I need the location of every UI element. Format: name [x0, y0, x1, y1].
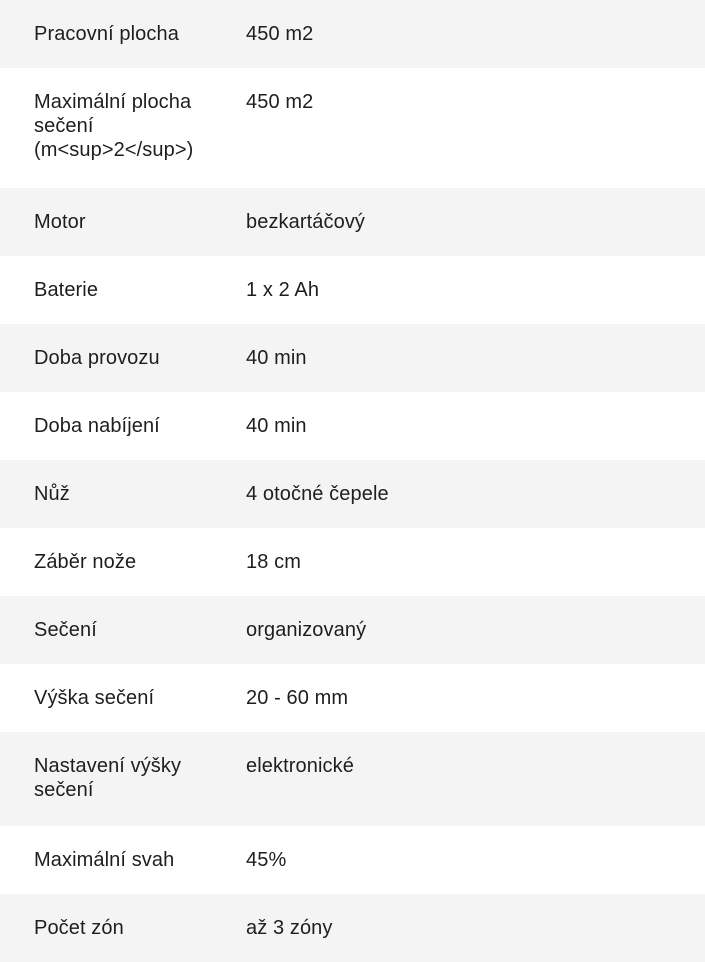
spec-value: 20 - 60 mm — [246, 687, 349, 709]
spec-value: 1 x 2 Ah — [246, 279, 320, 301]
spec-label: Doba provozu — [34, 347, 160, 369]
spec-row-cutting-height — [0, 664, 705, 732]
spec-row-mowing — [0, 596, 705, 664]
spec-label: Pracovní plocha — [34, 23, 179, 45]
spec-label: Záběr nože — [34, 551, 137, 573]
spec-value: elektronické — [246, 755, 354, 777]
spec-row-zone-count — [0, 894, 705, 962]
spec-label: Nastavení výšky sečení — [34, 755, 182, 801]
spec-value: 450 m2 — [246, 23, 314, 45]
spec-value: bezkartáčový — [246, 211, 366, 233]
spec-row-battery — [0, 256, 705, 324]
spec-value: až 3 zóny — [246, 917, 333, 939]
spec-value: 18 cm — [246, 551, 301, 573]
spec-row-max-mowing-area — [0, 68, 705, 188]
spec-label: Výška sečení — [34, 687, 155, 709]
spec-value: 45% — [246, 849, 287, 871]
spec-value: organizovaný — [246, 619, 367, 641]
spec-label: Maximální plocha sečení (m<sup>2</sup>) — [34, 91, 194, 161]
spec-value: 40 min — [246, 415, 307, 437]
spec-row-cutting-width — [0, 528, 705, 596]
spec-row-blade — [0, 460, 705, 528]
spec-value: 450 m2 — [246, 91, 314, 113]
spec-row-max-slope — [0, 826, 705, 894]
spec-value: 4 otočné čepele — [246, 483, 389, 505]
spec-label: Baterie — [34, 279, 99, 301]
spec-row-height-adjustment — [0, 732, 705, 826]
spec-label: Sečení — [34, 619, 97, 641]
spec-label: Nůž — [34, 483, 70, 505]
spec-row-run-time — [0, 324, 705, 392]
spec-label: Počet zón — [34, 917, 124, 939]
spec-row-motor — [0, 188, 705, 256]
spec-row-charge-time — [0, 392, 705, 460]
spec-label: Motor — [34, 211, 86, 233]
spec-row-working-area — [0, 0, 705, 68]
spec-label: Doba nabíjení — [34, 415, 160, 437]
spec-label: Maximální svah — [34, 849, 175, 871]
spec-value: 40 min — [246, 347, 307, 369]
